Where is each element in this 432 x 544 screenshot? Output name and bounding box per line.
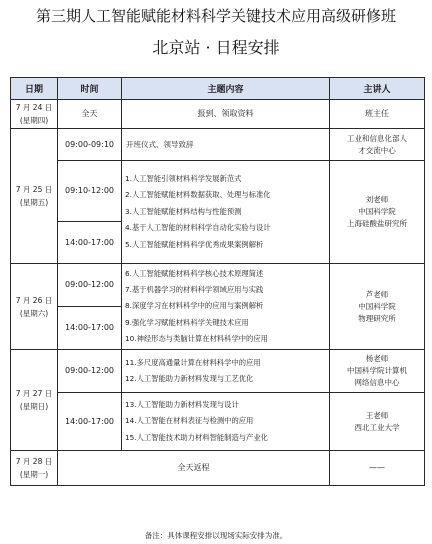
date-cell [11,129,58,264]
weekday-text: (星期一) [19,470,49,479]
time-cell: 全天 [58,100,122,129]
speaker-line: 刘老师 [365,195,389,204]
date-text: 7 月 24 日 [15,103,53,112]
weekday-text: (星期五) [19,198,49,207]
table-row [11,264,425,307]
document-subtitle: 北京站 · 日程安排 [152,38,280,57]
list-item: 15.人工智能技术助力材料智能制造与产业化 [125,432,268,442]
list-item: 1.人工智能引领材料科学发展新范式 [125,174,242,184]
date-text: 7 月 25 日 [15,185,53,194]
list-item: 5.人工智能赋能材料科学优秀成果案例解析 [125,239,264,249]
speaker-line: 网络信息中心 [354,378,400,387]
header-speaker: 主讲人 [330,78,425,100]
weekday-text: (星期四) [19,116,49,125]
time-cell: 09:10-12:00 [58,161,122,222]
speaker-line: 上海硅酸盐研究所 [347,219,407,228]
speaker-cell [330,393,425,451]
speaker-cell [330,129,425,161]
table-row [11,161,425,222]
list-item: 14.人工智能在材料表征与检测中的应用 [125,416,254,426]
time-cell: 09:00-09:10 [58,129,122,161]
date-text: 7 月 27 日 [15,389,53,398]
document-title: 第三期人工智能赋能材料科学关键技术应用高级研修班 [35,7,396,25]
speaker-line: 才交流中心 [358,145,396,155]
list-item: 11.多尺度高通量计算在材料科学中的应用 [125,357,261,367]
date-cell [11,264,58,350]
speaker-line: 芦老师 [365,289,389,299]
list-item: 7.基于机器学习的材料科学领域应用与实践 [125,284,264,294]
schedule-table [10,77,425,486]
speaker-line: 西北工业大学 [354,422,400,432]
list-item: 3.人工智能赋能材料结构与性能预测 [125,206,242,216]
list-item: 10.神经形态与类脑计算在材料科学中的应用 [125,334,268,344]
list-item: 8.深度学习在材料科学中的应用与案例解析 [125,301,264,311]
header-content: 主题内容 [122,78,330,100]
speaker-cell: —— [330,451,425,486]
speaker-cell [330,264,425,350]
list-item: 9.强化学习赋能材料科学关键技术应用 [125,317,249,327]
date-text: 7 月 28 日 [15,457,53,466]
time-cell: 14:00-17:00 [58,222,122,264]
content-cell [122,161,330,264]
content-cell: 报到、领取资料 [122,100,330,129]
speaker-line: 工业和信息化部人 [347,133,407,143]
header-time: 时间 [58,78,122,100]
list-item: 4.基于人工智能的材料科学自动化实验与设计 [125,223,271,233]
speaker-line: 中国科学院 [358,207,396,216]
weekday-text: (星期六) [19,308,49,318]
speaker-cell [330,350,425,393]
weekday-text: (星期日) [19,402,49,411]
time-cell: 14:00-17:00 [58,393,122,451]
table-header-row [11,78,425,100]
table-row [11,129,425,161]
content-cell: 开班仪式、领导致辞 [122,129,330,161]
list-item: 2.人工智能赋能材料数据获取、处理与标准化 [125,190,271,200]
speaker-line: 物理研究所 [358,313,396,323]
speaker-cell: 班主任 [330,100,425,129]
time-cell: 09:00-12:00 [58,350,122,393]
date-text: 7 月 26 日 [15,295,53,305]
time-cell: 09:00-12:00 [58,264,122,307]
table-row [11,393,425,451]
content-cell [122,350,330,393]
table-row [11,350,425,393]
footnote: 备注：具体课程安排以现场实际安排为准。 [144,531,288,540]
list-item: 6.人工智能赋能材料科学核心技术原理简述 [125,268,264,278]
table-row [11,451,425,486]
list-item: 12.人工智能助力新材料发现与工艺优化 [125,374,254,383]
content-cell: 全天返程 [58,451,330,486]
time-cell: 14:00-17:00 [58,307,122,350]
date-cell [11,451,58,486]
content-cell [122,393,330,451]
speaker-line: 杨老师 [365,354,389,363]
content-cell [122,264,330,350]
date-cell [11,350,58,451]
speaker-line: 王老师 [365,410,389,420]
speaker-line: 中国科学院计算机 [347,366,407,375]
list-item: 13.人工智能助力新材料发现与设计 [125,399,239,409]
speaker-line: 中国科学院 [358,301,396,311]
speaker-cell [330,161,425,264]
table-row [11,100,425,129]
date-cell [11,100,58,129]
header-date: 日期 [11,78,58,100]
